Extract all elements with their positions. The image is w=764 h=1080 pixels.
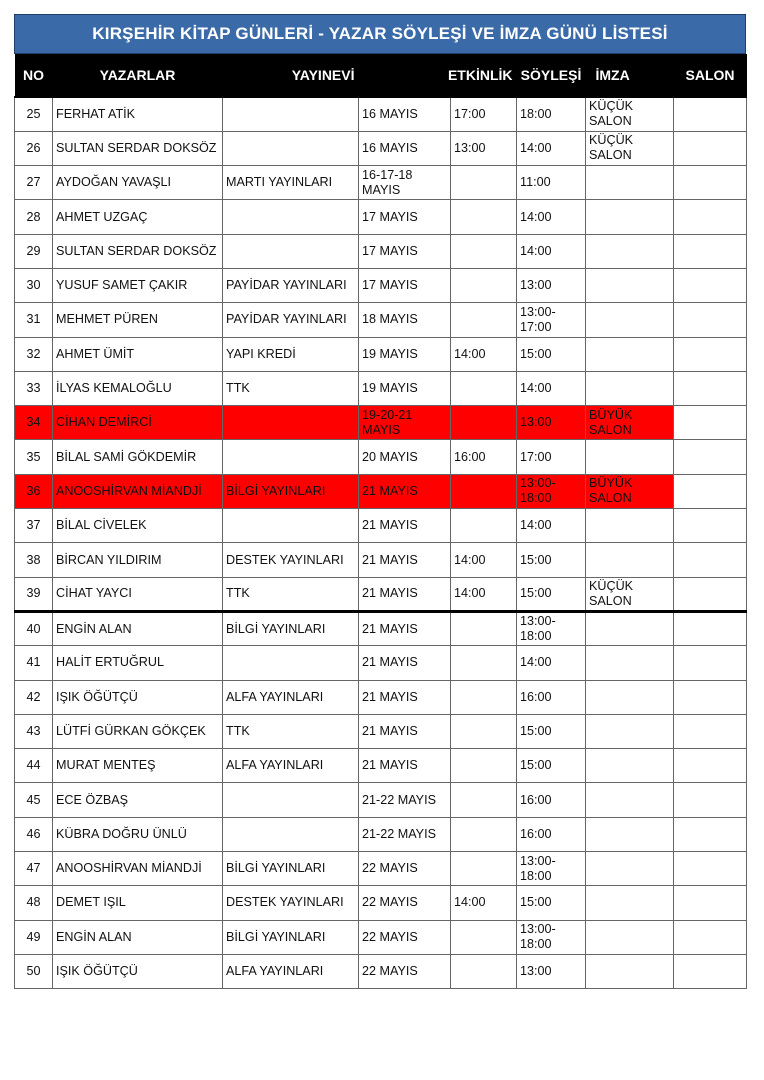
schedule-body — [15, 97, 747, 989]
cell-publisher — [223, 200, 359, 234]
cell-no: 33 — [15, 371, 53, 405]
cell-talk-time: 15:00 — [517, 577, 586, 611]
cell-publisher — [223, 783, 359, 817]
cell-event-time — [451, 646, 517, 680]
header-salon: SALON — [674, 54, 747, 97]
cell-date: 21 MAYIS — [359, 474, 451, 508]
cell-publisher — [223, 131, 359, 165]
cell-date: 16-17-18 MAYIS — [359, 166, 451, 200]
cell-date: 21 MAYIS — [359, 680, 451, 714]
cell-author: AHMET UZGAÇ — [53, 200, 223, 234]
cell-event-time — [451, 371, 517, 405]
schedule-table — [14, 54, 747, 989]
cell-no: 32 — [15, 337, 53, 371]
cell-signing — [586, 371, 674, 405]
cell-salon — [674, 303, 747, 337]
cell-date: 21 MAYIS — [359, 509, 451, 543]
table-row — [15, 131, 747, 165]
cell-no: 41 — [15, 646, 53, 680]
cell-signing: BÜYÜK SALON — [586, 474, 674, 508]
table-row — [15, 234, 747, 268]
cell-author: AYDOĞAN YAVAŞLI — [53, 166, 223, 200]
cell-author: ANOOSHİRVAN MİANDJİ — [53, 474, 223, 508]
table-row — [15, 680, 747, 714]
cell-salon — [674, 611, 747, 645]
table-row — [15, 783, 747, 817]
cell-date: 22 MAYIS — [359, 920, 451, 954]
cell-publisher: PAYİDAR YAYINLARI — [223, 303, 359, 337]
cell-publisher: TTK — [223, 371, 359, 405]
cell-talk-time: 14:00 — [517, 234, 586, 268]
cell-publisher — [223, 97, 359, 131]
cell-publisher: BİLGİ YAYINLARI — [223, 474, 359, 508]
cell-publisher: PAYİDAR YAYINLARI — [223, 268, 359, 302]
cell-event-time — [451, 783, 517, 817]
cell-talk-time: 14:00 — [517, 371, 586, 405]
cell-date: 20 MAYIS — [359, 440, 451, 474]
table-row — [15, 577, 747, 611]
cell-event-time — [451, 954, 517, 988]
cell-event-time: 13:00 — [451, 131, 517, 165]
cell-publisher: ALFA YAYINLARI — [223, 954, 359, 988]
table-row — [15, 166, 747, 200]
cell-salon — [674, 954, 747, 988]
cell-salon — [674, 783, 747, 817]
cell-author: BİLAL CİVELEK — [53, 509, 223, 543]
cell-signing — [586, 440, 674, 474]
cell-date: 17 MAYIS — [359, 200, 451, 234]
cell-author: ENGİN ALAN — [53, 611, 223, 645]
cell-date: 19-20-21 MAYIS — [359, 406, 451, 440]
cell-author: IŞIK ÖĞÜTÇÜ — [53, 680, 223, 714]
cell-event-time — [451, 268, 517, 302]
cell-author: ANOOSHİRVAN MİANDJİ — [53, 852, 223, 886]
table-row — [15, 611, 747, 645]
cell-talk-time: 14:00 — [517, 509, 586, 543]
cell-salon — [674, 577, 747, 611]
cell-no: 43 — [15, 714, 53, 748]
cell-salon — [674, 234, 747, 268]
cell-salon — [674, 337, 747, 371]
schedule-sheet — [14, 14, 746, 989]
cell-talk-time: 18:00 — [517, 97, 586, 131]
cell-signing — [586, 509, 674, 543]
cell-signing — [586, 886, 674, 920]
cell-no: 40 — [15, 611, 53, 645]
cell-talk-time: 13:00- 18:00 — [517, 611, 586, 645]
cell-no: 39 — [15, 577, 53, 611]
cell-date: 21 MAYIS — [359, 577, 451, 611]
cell-signing — [586, 852, 674, 886]
cell-author: MURAT MENTEŞ — [53, 749, 223, 783]
cell-signing — [586, 268, 674, 302]
cell-date: 21 MAYIS — [359, 714, 451, 748]
cell-talk-time: 14:00 — [517, 646, 586, 680]
cell-salon — [674, 817, 747, 851]
cell-date: 21 MAYIS — [359, 646, 451, 680]
cell-author: BİRCAN YILDIRIM — [53, 543, 223, 577]
table-row — [15, 303, 747, 337]
cell-author: KÜBRA DOĞRU ÜNLÜ — [53, 817, 223, 851]
cell-author: SULTAN SERDAR DOKSÖZ — [53, 234, 223, 268]
cell-talk-time: 15:00 — [517, 714, 586, 748]
cell-author: HALİT ERTUĞRUL — [53, 646, 223, 680]
cell-event-time: 17:00 — [451, 97, 517, 131]
cell-no: 48 — [15, 886, 53, 920]
cell-author: BİLAL SAMİ GÖKDEMİR — [53, 440, 223, 474]
cell-event-time — [451, 200, 517, 234]
cell-signing: KÜÇÜK SALON — [586, 131, 674, 165]
cell-event-time: 16:00 — [451, 440, 517, 474]
cell-no: 36 — [15, 474, 53, 508]
table-row — [15, 406, 747, 440]
cell-signing — [586, 646, 674, 680]
cell-event-time — [451, 474, 517, 508]
table-row — [15, 200, 747, 234]
table-row — [15, 954, 747, 988]
table-row — [15, 268, 747, 302]
cell-publisher: TTK — [223, 714, 359, 748]
cell-talk-time: 15:00 — [517, 886, 586, 920]
cell-talk-time: 13:00 — [517, 268, 586, 302]
cell-event-time — [451, 166, 517, 200]
cell-date: 21 MAYIS — [359, 543, 451, 577]
cell-publisher — [223, 440, 359, 474]
cell-no: 47 — [15, 852, 53, 886]
cell-date: 21-22 MAYIS — [359, 817, 451, 851]
cell-signing — [586, 714, 674, 748]
cell-salon — [674, 714, 747, 748]
table-row — [15, 646, 747, 680]
cell-no: 45 — [15, 783, 53, 817]
cell-event-time — [451, 852, 517, 886]
cell-no: 34 — [15, 406, 53, 440]
cell-signing — [586, 166, 674, 200]
cell-no: 46 — [15, 817, 53, 851]
cell-event-time — [451, 749, 517, 783]
cell-talk-time: 11:00 — [517, 166, 586, 200]
cell-date: 17 MAYIS — [359, 268, 451, 302]
cell-talk-time: 15:00 — [517, 749, 586, 783]
cell-signing — [586, 920, 674, 954]
table-row — [15, 714, 747, 748]
table-row — [15, 852, 747, 886]
cell-no: 30 — [15, 268, 53, 302]
cell-salon — [674, 474, 747, 508]
header-row — [15, 54, 747, 97]
cell-no: 28 — [15, 200, 53, 234]
cell-author: FERHAT ATİK — [53, 97, 223, 131]
cell-author: ECE ÖZBAŞ — [53, 783, 223, 817]
cell-author: ENGİN ALAN — [53, 920, 223, 954]
table-row — [15, 371, 747, 405]
cell-salon — [674, 920, 747, 954]
cell-publisher — [223, 406, 359, 440]
table-row — [15, 749, 747, 783]
cell-salon — [674, 509, 747, 543]
table-row — [15, 440, 747, 474]
cell-date: 18 MAYIS — [359, 303, 451, 337]
cell-publisher — [223, 646, 359, 680]
cell-event-time — [451, 920, 517, 954]
cell-event-time — [451, 611, 517, 645]
cell-author: MEHMET PÜREN — [53, 303, 223, 337]
cell-no: 37 — [15, 509, 53, 543]
table-row — [15, 474, 747, 508]
cell-event-time — [451, 680, 517, 714]
cell-publisher: BİLGİ YAYINLARI — [223, 611, 359, 645]
cell-salon — [674, 749, 747, 783]
cell-date: 21-22 MAYIS — [359, 783, 451, 817]
cell-publisher — [223, 509, 359, 543]
header-soylesi: SÖYLEŞİ — [517, 54, 586, 97]
cell-signing — [586, 954, 674, 988]
cell-talk-time: 13:00 — [517, 954, 586, 988]
cell-no: 35 — [15, 440, 53, 474]
cell-talk-time: 13:00- 17:00 — [517, 303, 586, 337]
cell-event-time: 14:00 — [451, 543, 517, 577]
cell-author: LÜTFİ GÜRKAN GÖKÇEK — [53, 714, 223, 748]
header-yazarlar: YAZARLAR — [53, 54, 223, 97]
cell-talk-time: 14:00 — [517, 131, 586, 165]
cell-talk-time: 16:00 — [517, 680, 586, 714]
cell-salon — [674, 200, 747, 234]
table-row — [15, 817, 747, 851]
cell-no: 44 — [15, 749, 53, 783]
cell-no: 50 — [15, 954, 53, 988]
cell-date: 16 MAYIS — [359, 131, 451, 165]
cell-salon — [674, 268, 747, 302]
cell-date: 17 MAYIS — [359, 234, 451, 268]
cell-event-time — [451, 817, 517, 851]
cell-no: 27 — [15, 166, 53, 200]
cell-publisher: DESTEK YAYINLARI — [223, 886, 359, 920]
cell-signing — [586, 337, 674, 371]
cell-date: 22 MAYIS — [359, 852, 451, 886]
cell-talk-time: 14:00 — [517, 200, 586, 234]
table-row — [15, 886, 747, 920]
cell-event-time — [451, 406, 517, 440]
cell-salon — [674, 131, 747, 165]
cell-publisher: MARTI YAYINLARI — [223, 166, 359, 200]
cell-no: 42 — [15, 680, 53, 714]
header-etkinlik: ETKİNLİK — [359, 54, 517, 97]
cell-signing — [586, 749, 674, 783]
cell-salon — [674, 406, 747, 440]
cell-author: CİHAN DEMİRCİ — [53, 406, 223, 440]
header-no: NO — [15, 54, 53, 97]
cell-salon — [674, 680, 747, 714]
cell-author: IŞIK ÖĞÜTÇÜ — [53, 954, 223, 988]
cell-no: 38 — [15, 543, 53, 577]
cell-date: 21 MAYIS — [359, 611, 451, 645]
cell-talk-time: 16:00 — [517, 783, 586, 817]
cell-publisher: TTK — [223, 577, 359, 611]
cell-publisher: ALFA YAYINLARI — [223, 749, 359, 783]
cell-no: 25 — [15, 97, 53, 131]
page-title: KIRŞEHİR KİTAP GÜNLERİ - YAZAR SÖYLEŞİ VE İMZA GÜNÜ LİSTESİ — [14, 14, 746, 54]
table-row — [15, 509, 747, 543]
cell-publisher — [223, 234, 359, 268]
cell-publisher: BİLGİ YAYINLARI — [223, 920, 359, 954]
cell-event-time — [451, 714, 517, 748]
cell-talk-time: 13:00- 18:00 — [517, 474, 586, 508]
cell-signing: KÜÇÜK SALON — [586, 577, 674, 611]
cell-signing — [586, 234, 674, 268]
cell-salon — [674, 886, 747, 920]
cell-publisher — [223, 817, 359, 851]
table-row — [15, 920, 747, 954]
cell-talk-time: 13:00 — [517, 406, 586, 440]
cell-author: AHMET ÜMİT — [53, 337, 223, 371]
cell-publisher: YAPI KREDİ — [223, 337, 359, 371]
cell-signing — [586, 543, 674, 577]
cell-date: 19 MAYIS — [359, 371, 451, 405]
cell-signing — [586, 303, 674, 337]
cell-salon — [674, 646, 747, 680]
cell-talk-time: 13:00- 18:00 — [517, 852, 586, 886]
cell-signing — [586, 817, 674, 851]
cell-talk-time: 15:00 — [517, 543, 586, 577]
table-row — [15, 97, 747, 131]
cell-date: 16 MAYIS — [359, 97, 451, 131]
cell-publisher: ALFA YAYINLARI — [223, 680, 359, 714]
cell-publisher: BİLGİ YAYINLARI — [223, 852, 359, 886]
cell-salon — [674, 852, 747, 886]
cell-no: 31 — [15, 303, 53, 337]
cell-event-time — [451, 234, 517, 268]
cell-signing — [586, 680, 674, 714]
cell-signing — [586, 611, 674, 645]
cell-salon — [674, 166, 747, 200]
cell-author: İLYAS KEMALOĞLU — [53, 371, 223, 405]
cell-signing — [586, 200, 674, 234]
cell-date: 22 MAYIS — [359, 886, 451, 920]
cell-event-time: 14:00 — [451, 886, 517, 920]
cell-salon — [674, 543, 747, 577]
cell-no: 49 — [15, 920, 53, 954]
cell-no: 29 — [15, 234, 53, 268]
cell-salon — [674, 371, 747, 405]
cell-talk-time: 13:00- 18:00 — [517, 920, 586, 954]
cell-event-time — [451, 509, 517, 543]
cell-signing: KÜÇÜK SALON — [586, 97, 674, 131]
cell-talk-time: 15:00 — [517, 337, 586, 371]
cell-author: SULTAN SERDAR DOKSÖZ — [53, 131, 223, 165]
cell-author: YUSUF SAMET ÇAKIR — [53, 268, 223, 302]
cell-author: DEMET IŞIL — [53, 886, 223, 920]
cell-talk-time: 17:00 — [517, 440, 586, 474]
table-row — [15, 337, 747, 371]
cell-publisher: DESTEK YAYINLARI — [223, 543, 359, 577]
cell-date: 21 MAYIS — [359, 749, 451, 783]
cell-salon — [674, 440, 747, 474]
cell-talk-time: 16:00 — [517, 817, 586, 851]
cell-salon — [674, 97, 747, 131]
cell-no: 26 — [15, 131, 53, 165]
table-row — [15, 543, 747, 577]
header-yayinevi: YAYINEVİ — [223, 54, 359, 97]
cell-signing — [586, 783, 674, 817]
cell-event-time: 14:00 — [451, 577, 517, 611]
cell-author: CİHAT YAYCI — [53, 577, 223, 611]
cell-signing: BÜYÜK SALON — [586, 406, 674, 440]
cell-date: 22 MAYIS — [359, 954, 451, 988]
cell-event-time — [451, 303, 517, 337]
cell-event-time: 14:00 — [451, 337, 517, 371]
header-imza: İMZA — [586, 54, 674, 97]
cell-date: 19 MAYIS — [359, 337, 451, 371]
